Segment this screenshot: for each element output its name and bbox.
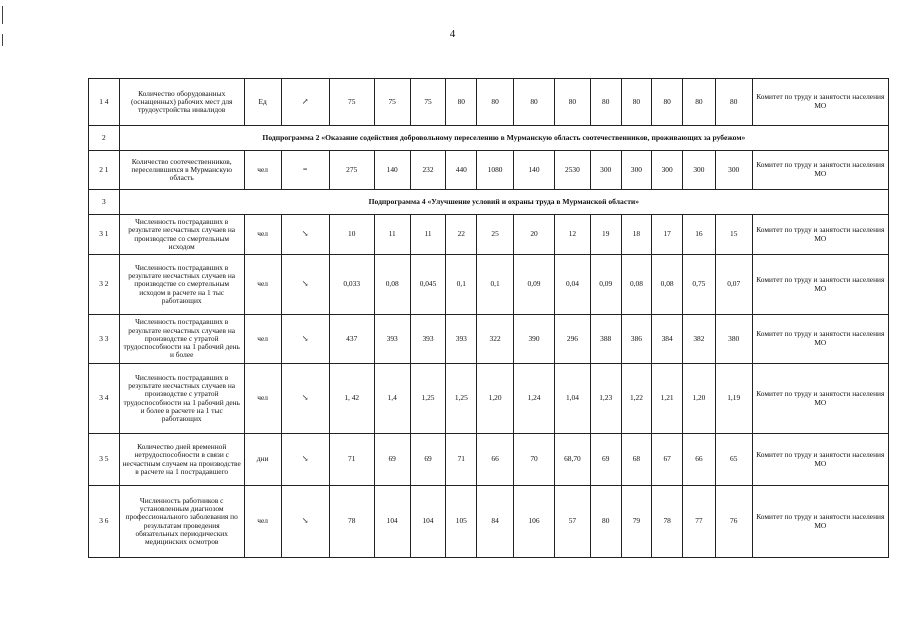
value-cell: 77 [683,486,716,558]
row-number: 3 2 [89,255,120,315]
value-cell: 0,033 [329,255,374,315]
subprogram-row [89,126,889,151]
value-cell: 1,25 [410,364,446,434]
value-cell: 11 [410,215,446,255]
value-cell: 71 [329,434,374,486]
value-cell: 57 [555,486,591,558]
unit-cell: чел [244,151,281,190]
value-cell: 11 [374,215,410,255]
value-cell: 68 [621,434,652,486]
value-cell: 104 [374,486,410,558]
value-cell: 65 [715,434,752,486]
value-cell: 386 [621,315,652,364]
value-cell: 1, 42 [329,364,374,434]
indicator-name: Численность пострадавших в результате несчастных случаев на производстве со смертельным исходом в расчете на 1 тыс работающих [119,255,244,315]
value-cell: 80 [621,79,652,126]
value-cell: 300 [652,151,683,190]
value-cell: 1,23 [590,364,621,434]
value-cell: 70 [514,434,555,486]
value-cell: 69 [410,434,446,486]
value-cell: 300 [621,151,652,190]
value-cell: 300 [683,151,716,190]
unit-cell: чел [244,215,281,255]
responsible-cell: Комитет по труду и занятости населения МО [752,486,888,558]
value-cell: 18 [621,215,652,255]
row-number: 3 4 [89,364,120,434]
value-cell: 1,24 [514,364,555,434]
value-cell: 393 [410,315,446,364]
value-cell: 384 [652,315,683,364]
value-cell: 10 [329,215,374,255]
trend-icon: ↘ [281,364,329,434]
value-cell: 17 [652,215,683,255]
page-number: 4 [449,28,456,40]
value-cell: 2530 [555,151,591,190]
value-cell: 0,04 [555,255,591,315]
value-cell: 19 [590,215,621,255]
value-cell: 437 [329,315,374,364]
row-number: 3 1 [89,215,120,255]
value-cell: 0,09 [514,255,555,315]
value-cell: 1,19 [715,364,752,434]
value-cell: 0,07 [715,255,752,315]
value-cell: 1,04 [555,364,591,434]
value-cell: 79 [621,486,652,558]
responsible-cell: Комитет по труду и занятости населения МО [752,315,888,364]
indicator-row [89,79,889,126]
value-cell: 1,25 [446,364,477,434]
value-cell: 390 [514,315,555,364]
page-edge-mark [2,6,3,24]
value-cell: 0,1 [446,255,477,315]
value-cell: 275 [329,151,374,190]
value-cell: 69 [374,434,410,486]
row-number: 3 [89,190,120,215]
indicators-table [88,78,889,558]
indicator-row [89,364,889,434]
value-cell: 76 [715,486,752,558]
value-cell: 75 [410,79,446,126]
unit-cell: чел [244,315,281,364]
indicator-name: Численность пострадавших в результате несчастных случаев на производстве с утратой трудоспособности на 1 рабочий день и более в расчете на 1 тыс работающих [119,364,244,434]
trend-icon: = [281,151,329,190]
value-cell: 84 [477,486,514,558]
value-cell: 300 [590,151,621,190]
unit-cell: чел [244,486,281,558]
value-cell: 12 [555,215,591,255]
responsible-cell: Комитет по труду и занятости населения МО [752,215,888,255]
indicator-row [89,215,889,255]
value-cell: 1,20 [683,364,716,434]
unit-cell: Ед [244,79,281,126]
value-cell: 20 [514,215,555,255]
indicator-row [89,486,889,558]
value-cell: 66 [477,434,514,486]
value-cell: 80 [652,79,683,126]
value-cell: 78 [652,486,683,558]
value-cell: 71 [446,434,477,486]
value-cell: 67 [652,434,683,486]
value-cell: 80 [683,79,716,126]
indicator-name: Количество соотечественников, переселившихся в Мурманскую область [119,151,244,190]
row-number: 1 4 [89,79,120,126]
value-cell: 393 [374,315,410,364]
indicator-name: Численность работников с установленным диагнозом профессионального заболевания по результатам проведения обязательных периодических медицинских осмотров [119,486,244,558]
unit-cell: чел [244,255,281,315]
indicator-row [89,151,889,190]
value-cell: 1,21 [652,364,683,434]
value-cell: 140 [374,151,410,190]
value-cell: 1080 [477,151,514,190]
value-cell: 80 [715,79,752,126]
value-cell: 106 [514,486,555,558]
value-cell: 1,22 [621,364,652,434]
value-cell: 104 [410,486,446,558]
indicator-name: Численность пострадавших в результате несчастных случаев на производстве со смертельным исходом [119,215,244,255]
value-cell: 66 [683,434,716,486]
trend-icon: ↘ [281,315,329,364]
value-cell: 25 [477,215,514,255]
value-cell: 0,08 [621,255,652,315]
responsible-cell: Комитет по труду и занятости населения МО [752,364,888,434]
row-number: 3 3 [89,315,120,364]
value-cell: 105 [446,486,477,558]
value-cell: 382 [683,315,716,364]
value-cell: 322 [477,315,514,364]
indicator-name: Численность пострадавших в результате несчастных случаев на производстве с утратой трудоспособности на 1 рабочий день и более [119,315,244,364]
responsible-cell: Комитет по труду и занятости населения МО [752,79,888,126]
value-cell: 1,4 [374,364,410,434]
subprogram-title: Подпрограмма 2 «Оказание содействия добровольному переселению в Мурманскую область соотечественников, проживающих за рубежом» [119,126,888,151]
value-cell: 440 [446,151,477,190]
value-cell: 0,045 [410,255,446,315]
value-cell: 80 [446,79,477,126]
row-number: 2 [89,126,120,151]
unit-cell: дни [244,434,281,486]
value-cell: 15 [715,215,752,255]
value-cell: 0,1 [477,255,514,315]
value-cell: 75 [374,79,410,126]
value-cell: 393 [446,315,477,364]
trend-icon: ↘ [281,434,329,486]
row-number: 3 6 [89,486,120,558]
trend-icon: ↘ [281,255,329,315]
value-cell: 300 [715,151,752,190]
value-cell: 78 [329,486,374,558]
value-cell: 80 [590,79,621,126]
value-cell: 75 [329,79,374,126]
trend-icon: ↘ [281,486,329,558]
row-number: 2 1 [89,151,120,190]
value-cell: 80 [555,79,591,126]
value-cell: 0,75 [683,255,716,315]
value-cell: 0,09 [590,255,621,315]
value-cell: 16 [683,215,716,255]
value-cell: 0,08 [652,255,683,315]
responsible-cell: Комитет по труду и занятости населения МО [752,255,888,315]
value-cell: 68,70 [555,434,591,486]
indicator-row [89,315,889,364]
value-cell: 0,08 [374,255,410,315]
trend-icon: ↘ [281,215,329,255]
responsible-cell: Комитет по труду и занятости населения МО [752,434,888,486]
indicator-name: Количество дней временной нетрудоспособности в связи с несчастным случаем на производстве в расчете на 1 пострадавшего [119,434,244,486]
indicator-row [89,434,889,486]
value-cell: 296 [555,315,591,364]
unit-cell: чел [244,364,281,434]
value-cell: 22 [446,215,477,255]
indicator-name: Количество оборудованных (оснащенных) рабочих мест для трудоустройства инвалидов [119,79,244,126]
subprogram-row [89,190,889,215]
value-cell: 80 [514,79,555,126]
value-cell: 140 [514,151,555,190]
subprogram-title: Подпрограмма 4 «Улучшение условий и охраны труда в Мурманской области» [119,190,888,215]
value-cell: 1,20 [477,364,514,434]
value-cell: 380 [715,315,752,364]
value-cell: 80 [477,79,514,126]
row-number: 3 5 [89,434,120,486]
trend-icon: ↗ [281,79,329,126]
indicator-row [89,255,889,315]
value-cell: 69 [590,434,621,486]
responsible-cell: Комитет по труду и занятости населения МО [752,151,888,190]
value-cell: 232 [410,151,446,190]
value-cell: 388 [590,315,621,364]
value-cell: 80 [590,486,621,558]
